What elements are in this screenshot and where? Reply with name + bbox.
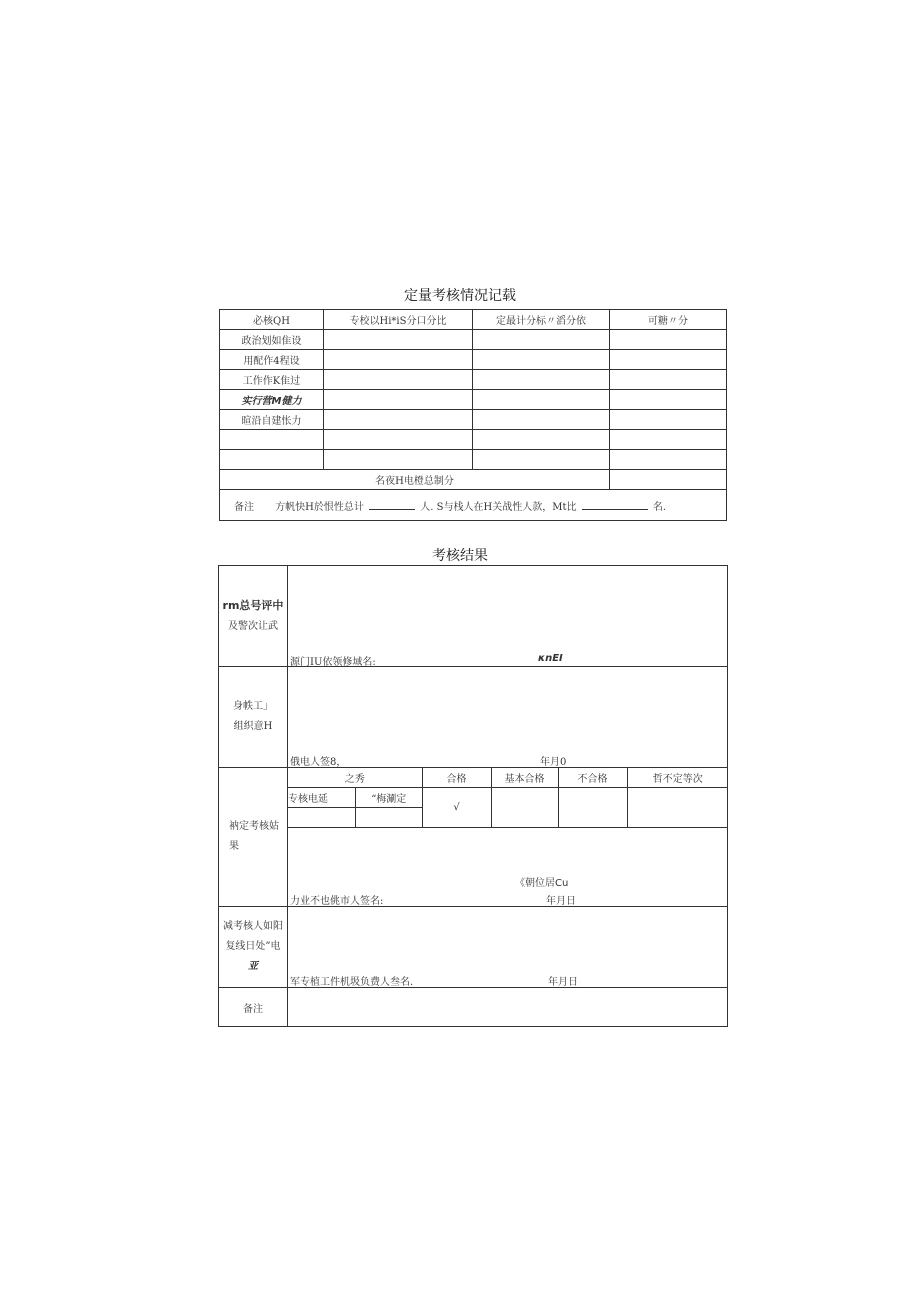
grade-sub-cell (288, 788, 422, 828)
table-row (220, 450, 727, 470)
grade-header: 之秀 (288, 768, 422, 788)
assessment-result-table (218, 565, 728, 1027)
grade-col-pending: 哲不定等次 (627, 768, 728, 788)
table-row (220, 410, 727, 430)
table1-title: 定量考核情况记载 (404, 288, 516, 304)
row1-label: rm总号评中 及警次让武 (219, 566, 288, 667)
result-row-4 (219, 907, 728, 988)
row3-content (288, 768, 728, 907)
row4-content (288, 907, 728, 988)
row5-content (288, 988, 728, 1027)
row3-label: 衲定考核姑 果 (219, 768, 288, 907)
total-row (220, 470, 727, 490)
header-cell-2: 专校以Hi*iS分口分比 (324, 310, 473, 330)
table-row (220, 390, 727, 410)
grade-sub-2: “梅涮定 (355, 788, 422, 808)
row3-sign: 力业不也佻市人签名: (290, 896, 384, 907)
row3-note: 《朝位居Cu (515, 878, 569, 889)
table-header-row (220, 310, 727, 330)
quantitative-assessment-table (219, 309, 727, 521)
total-label: 名夜H电橙总制分 (220, 470, 610, 490)
row2-date: 年月0 (540, 757, 567, 768)
row4-date: 年月日 (548, 977, 578, 988)
row1-content (288, 566, 728, 667)
row2-content (288, 667, 728, 768)
row-label (220, 430, 324, 450)
grade-col-fail: 不合格 (558, 768, 627, 788)
result-row-1 (219, 566, 728, 667)
row2-sign: 俄电人签8， (290, 757, 347, 768)
result-row-5 (219, 988, 728, 1027)
header-cell-3: 定最计分标〃滔分依 (473, 310, 610, 330)
remark-row (220, 490, 727, 521)
table-row (220, 430, 727, 450)
blank-line (582, 501, 648, 510)
table-row (220, 330, 727, 350)
check-mark: √ (422, 788, 491, 828)
table-row (220, 350, 727, 370)
grade-sub-1: 专核电延 (288, 788, 355, 808)
result-row-3 (219, 768, 728, 907)
remark-cell (220, 490, 727, 521)
row-label: 实行营M健力 (220, 390, 324, 410)
header-cell-1: 必核QH (220, 310, 324, 330)
grade-col-pass: 合格 (422, 768, 491, 788)
blank-line (369, 501, 415, 510)
row-label: 政治划如隹设 (220, 330, 324, 350)
remark-label: 备注 (234, 501, 254, 513)
table-row (220, 370, 727, 390)
remark-part3: 名. (652, 501, 667, 513)
result-row-2 (219, 667, 728, 768)
row2-label: 身帙工」 组织意H (219, 667, 288, 768)
row4-sign: 军专植工件机圾负费人叁名. (290, 977, 414, 988)
remark-part1: 方帆快H於恨性总计 (275, 501, 364, 513)
row5-label: 备注 (219, 988, 288, 1027)
row-label: 工作作K隹过 (220, 370, 324, 390)
row3-date: 年月日 (546, 896, 576, 907)
row4-label: 减考核人如阳 复线日处”电 亚 (219, 907, 288, 988)
grade-col-basic: 基本合格 (491, 768, 558, 788)
row1-sign: 源门IU依领修域名: (290, 657, 376, 668)
row-label: 用配作4程设 (220, 350, 324, 370)
remark-part2: 人. S与栈人在H关战性人款，Mt比 (420, 501, 577, 513)
row1-date: κnEI (538, 653, 563, 664)
grade-table (288, 768, 728, 828)
row-label (220, 450, 324, 470)
header-cell-4: 可糖〃分 (610, 310, 727, 330)
table2-title: 考核结果 (432, 548, 488, 564)
row-label: 暄沿自建怅力 (220, 410, 324, 430)
